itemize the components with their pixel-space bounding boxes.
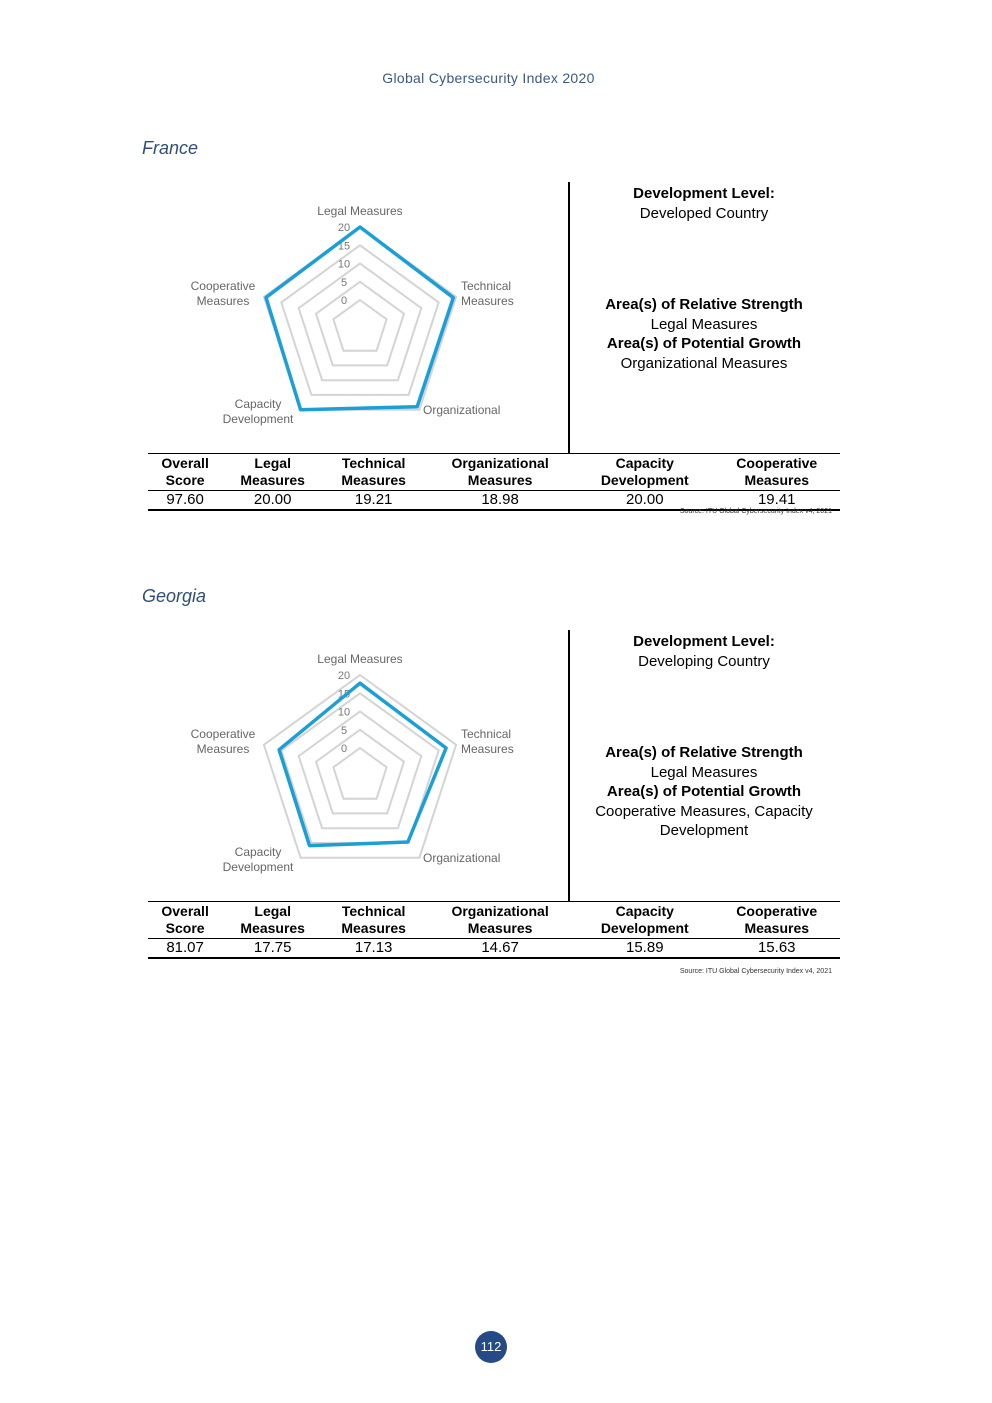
- technical-score-cell: 19.21: [323, 491, 424, 511]
- radar-tick-label: 15: [337, 240, 351, 253]
- country-info: [582, 184, 826, 373]
- technical-score-cell: 17.13: [323, 939, 424, 959]
- radar-axis-label: Legal Measures: [317, 652, 403, 666]
- radar-axis-label: Technical Measures: [461, 727, 514, 756]
- radar-chart: [172, 626, 562, 916]
- header-organizational-measures: Organizational Measures: [424, 902, 576, 939]
- radar-axis-label: Capacity Development: [222, 397, 294, 426]
- cooperative-score-cell: 19.41: [713, 491, 840, 511]
- radar-tick-label: 5: [340, 724, 348, 737]
- capacity-score-cell: 15.89: [576, 939, 713, 959]
- page-number: 112: [475, 1331, 507, 1363]
- potential-growth-value: Organizational Measures: [620, 354, 788, 372]
- potential-growth-label: Area(s) of Potential Growth: [606, 783, 802, 800]
- header-legal-measures: Legal Measures: [222, 902, 323, 939]
- potential-growth-value: Cooperative Measures, Capacity Development: [595, 802, 813, 839]
- legal-score-cell: 20.00: [222, 491, 323, 511]
- header-capacity-development: Capacity Development: [576, 454, 713, 491]
- radar-chart-svg: [172, 178, 562, 468]
- potential-growth-label: Area(s) of Potential Growth: [606, 335, 802, 352]
- radar-tick-label: 20: [337, 222, 351, 234]
- radar-axis-label: Organizational: [423, 403, 501, 417]
- header-technical-measures: Technical Measures: [323, 902, 424, 939]
- running-header: Global Cybersecurity Index 2020: [382, 70, 595, 86]
- relative-strength-value: Legal Measures: [650, 763, 758, 781]
- header-technical-measures: Technical Measures: [323, 454, 424, 491]
- legal-score-cell: 17.75: [222, 939, 323, 959]
- overall-score-cell: 97.60: [148, 491, 222, 511]
- country-section-france: [142, 138, 842, 538]
- radar-grid-ring: [333, 300, 386, 351]
- radar-grid-ring: [264, 675, 456, 858]
- relative-strength-label: Area(s) of Relative Strength: [605, 296, 803, 313]
- overall-score-cell: 81.07: [148, 939, 222, 959]
- score-table: [148, 901, 840, 959]
- radar-chart-svg: [172, 626, 562, 916]
- organizational-score-cell: 18.98: [424, 491, 576, 511]
- table-row: [148, 939, 840, 959]
- vertical-divider: [568, 182, 570, 454]
- cooperative-score-cell: 15.63: [713, 939, 840, 959]
- radar-tick-label: 20: [337, 670, 351, 682]
- capacity-score-cell: 20.00: [576, 491, 713, 511]
- relative-strength-label: Area(s) of Relative Strength: [605, 744, 803, 761]
- header-organizational-measures: Organizational Measures: [424, 454, 576, 491]
- radar-tick-label: 10: [337, 258, 351, 271]
- header-overall-score: Overall Score: [148, 454, 222, 491]
- country-title: France: [142, 138, 199, 158]
- development-level-value: Developing Country: [638, 652, 770, 670]
- country-title: Georgia: [142, 586, 207, 606]
- development-level-label: Development Level:: [633, 185, 775, 202]
- score-table: [148, 453, 840, 511]
- radar-tick-label: 5: [340, 276, 348, 289]
- header-cooperative-measures: Cooperative Measures: [713, 454, 840, 491]
- radar-grid-ring: [333, 748, 386, 799]
- radar-tick-label: 0: [340, 295, 348, 307]
- radar-axis-label: Organizational: [423, 851, 501, 865]
- organizational-score-cell: 14.67: [424, 939, 576, 959]
- radar-axis-label: Legal Measures: [317, 204, 403, 218]
- radar-grid-ring: [316, 282, 404, 366]
- radar-tick-label: 0: [340, 743, 348, 755]
- development-level-value: Developed Country: [639, 204, 769, 222]
- radar-series-line: [266, 227, 453, 410]
- country-section-georgia: [142, 586, 842, 986]
- radar-tick-label: 10: [337, 706, 351, 719]
- country-info: [582, 632, 826, 841]
- radar-grid-ring: [316, 730, 404, 814]
- radar-axis-label: Capacity Development: [222, 845, 294, 874]
- header-legal-measures: Legal Measures: [222, 454, 323, 491]
- radar-chart: [172, 178, 562, 468]
- relative-strength-value: Legal Measures: [650, 315, 758, 333]
- source-note: Source: ITU Global Cybersecurity Index v4, 2021: [679, 508, 832, 515]
- header-overall-score: Overall Score: [148, 902, 222, 939]
- radar-axis-label: Technical Measures: [461, 279, 514, 308]
- header-capacity-development: Capacity Development: [576, 902, 713, 939]
- radar-tick-label: 15: [337, 688, 351, 701]
- source-note: Source: ITU Global Cybersecurity Index v4, 2021: [679, 968, 832, 975]
- radar-axis-label: Cooperative Measures: [190, 727, 256, 756]
- vertical-divider: [568, 630, 570, 902]
- header-cooperative-measures: Cooperative Measures: [713, 902, 840, 939]
- radar-axis-label: Cooperative Measures: [190, 279, 256, 308]
- development-level-label: Development Level:: [633, 633, 775, 650]
